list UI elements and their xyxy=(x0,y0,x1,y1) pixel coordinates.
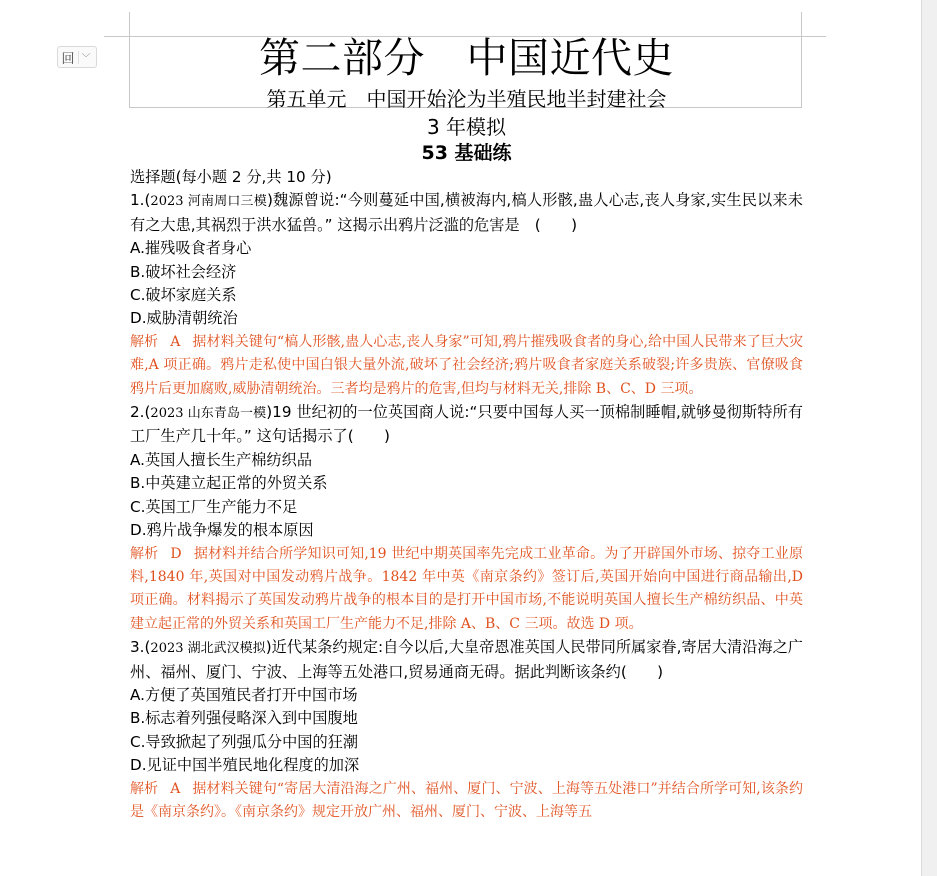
instructions: 选择题(每小题 2 分,共 10 分) xyxy=(130,168,332,186)
subsection-title: 53 基础练 xyxy=(421,142,512,164)
vertical-scrollbar[interactable] xyxy=(921,0,937,876)
analysis-label: 解析 xyxy=(130,333,159,350)
question-2-source: 2023 山东青岛一模 xyxy=(150,406,267,422)
analysis-label: 解析 xyxy=(130,545,159,562)
question-2-option-a: A.英国人擅长生产棉纺织品 xyxy=(130,450,313,469)
question-1-analysis: 解析 A 据材料关键句“槁人形骸,蛊人心志,丧人身家”可知,鸦片摧残吸食者的身心,给中国人民带来了巨大灾难,A 项正确。鸦片走私使中国白银大量外流,破坏了社会经济;鸦片吸食者家庭关系破裂;许多贵族、官僚吸食鸦片后更加腐败,威胁清朝统治。三者均是鸦片的危害,但均与材料无关,排除 B、C、D 三项。 xyxy=(130,333,803,397)
question-1-source: 2023 河南周口三模 xyxy=(150,194,267,210)
question-2-analysis: 解析 D 据材料并结合所学知识可知,19 世纪中期英国率先完成工业革命。为了开辟国外市场、掠夺工业原料,1840 年,英国对中国发动鸦片战争。1842 年中英《南京条约》签订后,英国开始向中国进行商品输出,D 项正确。材料揭示了英国发动鸦片战争的根本目的是打开中国市场,不能说明英国人擅长生产棉纺织品、中英建立起正常的外贸关系和英国工厂生产能力不足,排除 A、B、C 三项。故选 D 项。 xyxy=(130,545,804,632)
question-1-stem: 1.(2023 河南周口三模)魏源曾说:“今则蔓延中国,横被海内,槁人形骸,蛊人心志,丧人身家,实生民以来未有之大患,其祸烈于洪水猛兽。” 这揭示出鸦片泛滥的危害是 ( ) xyxy=(130,191,803,234)
section-title: 3 年模拟 xyxy=(426,115,507,139)
question-2-option-d: D.鸦片战争爆发的根本原因 xyxy=(130,521,314,540)
part-title: 第二部分 中国近代史 xyxy=(259,34,674,82)
previous-page-edge xyxy=(0,0,921,6)
question-3-option-d: D.见证中国半殖民地化程度的加深 xyxy=(130,756,360,775)
question-3-option-c: C.导致掀起了列强瓜分中国的狂潮 xyxy=(130,732,359,751)
question-3-option-a: A.方便了英国殖民者打开中国市场 xyxy=(130,685,358,704)
question-3-source: 2023 湖北武汉模拟 xyxy=(150,641,266,657)
question-3-option-b: B.标志着列强侵略深入到中国腹地 xyxy=(130,709,358,728)
layout-options-button[interactable] xyxy=(57,46,97,68)
question-1-option-d: D.威胁清朝统治 xyxy=(130,309,238,328)
answer-letter: A xyxy=(170,333,181,350)
answer-letter: A xyxy=(170,780,181,797)
question-3-stem: 3.(2023 湖北武汉模拟)近代某条约规定:自今以后,大皇帝恩准英国人民带同所属家眷,寄居大清沿海之广州、福州、厦门、宁波、上海等五处港口,贸易通商无碍。据此判断该条约( ) xyxy=(130,638,803,681)
question-2-option-b: B.中英建立起正常的外贸关系 xyxy=(130,474,328,493)
question-2-option-c: C.英国工厂生产能力不足 xyxy=(130,497,298,516)
question-1-option-b: B.破坏社会经济 xyxy=(130,262,237,281)
layout-options-icon: 回 xyxy=(61,51,75,67)
question-3-analysis: 解析 A 据材料关键句“寄居大清沿海之广州、福州、厦门、宁波、上海等五处港口”并结合所学可知,该条约是《南京条约》。《南京条约》规定开放广州、福州、厦门、宁波、上海等五 xyxy=(130,780,804,820)
unit-title: 第五单元 中国开始沦为半殖民地半封建社会 xyxy=(266,87,667,111)
chevron-down-icon[interactable]: ﹀ xyxy=(78,51,93,64)
question-1-option-c: C.破坏家庭关系 xyxy=(130,286,237,305)
question-2-stem: 2.(2023 山东青岛一模)19 世纪初的一位英国商人说:“只要中国每人买一顶棉制睡帽,就够曼彻斯特所有工厂生产几十年。” 这句话揭示了( ) xyxy=(130,403,803,446)
answer-letter: D xyxy=(170,545,182,562)
question-1-option-a: A.摧残吸食者身心 xyxy=(130,239,252,258)
document-body xyxy=(130,32,803,824)
analysis-label: 解析 xyxy=(130,780,159,797)
